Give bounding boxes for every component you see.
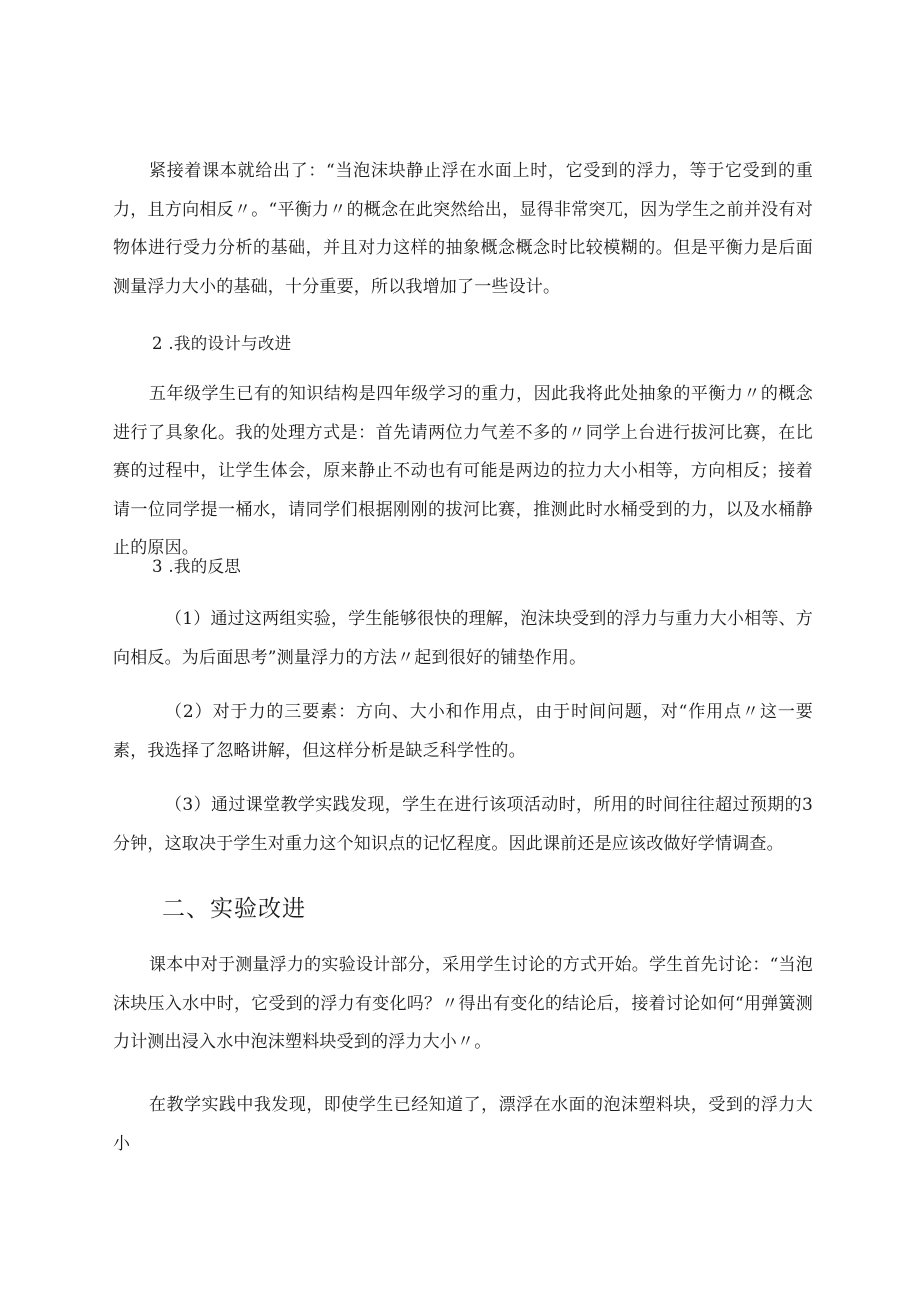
body-paragraph: 在教学实践中我发现，即使学生已经知道了，漂浮在水面的泡沫塑料块，受到的浮力大小 — [113, 1095, 813, 1154]
subheading-design: 2 .我的设计与改进 — [152, 334, 292, 353]
reflection-item: （2）对于力的三要素：方向、大小和作用点，由于时间问题，对“作用点〃这一要素，我选择了忽略讲解，但这样分析是缺乏科学性的。 — [113, 702, 813, 761]
body-paragraph: 紧接着课本就给出了：“当泡沫块静止浮在水面上时，它受到的浮力，等于它受到的重力，且方向相反〃。“平衡力〃的概念在此突然给出，显得非常突兀，因为学生之前并没有对物体进行受力分析的基础，并且对力这样的抽象概念概念时比较模糊的。但是平衡力是后面测量浮力大小的基础，十分重要，所以我增加了一些设计。 — [113, 161, 813, 297]
body-paragraph: 五年级学生已有的知识结构是四年级学习的重力，因此我将此处抽象的平衡力〃的概念进行了具象化。我的处理方式是：首先请两位力气差不多的〃同学上台进行拔河比赛，在比赛的过程中，让学生体会，原来静止不动也有可能是两边的拉力大小相等，方向相反；接着请一位同学提一桶水，请同学们根据刚刚的拔河比赛，推测此时水桶受到的力，以及水桶静止的原因。 — [113, 384, 813, 558]
reflection-item: （1）通过这两组实验，学生能够很快的理解，泡沫块受到的浮力与重力大小相等、方向相反。为后面思考”测量浮力的方法〃起到很好的铺垫作用。 — [113, 609, 813, 668]
section-title: 二、实验改进 — [162, 896, 306, 922]
subheading-reflection: 3 .我的反思 — [152, 557, 242, 576]
body-paragraph: 课本中对于测量浮力的实验设计部分，采用学生讨论的方式开始。学生首先讨论：“当泡沫块压入水中时，它受到的浮力有变化吗？〃得出有变化的结论后，接着讨论如何“用弹簧测力计测出浸入水中泡沫塑料块受到的浮力大小〃。 — [113, 955, 813, 1052]
reflection-item: （3）通过课堂教学实践发现，学生在进行该项活动时，所用的时间往往超过预期的3分钟，这取决于学生对重力这个知识点的记忆程度。因此课前还是应该改做好学情调查。 — [113, 795, 813, 854]
